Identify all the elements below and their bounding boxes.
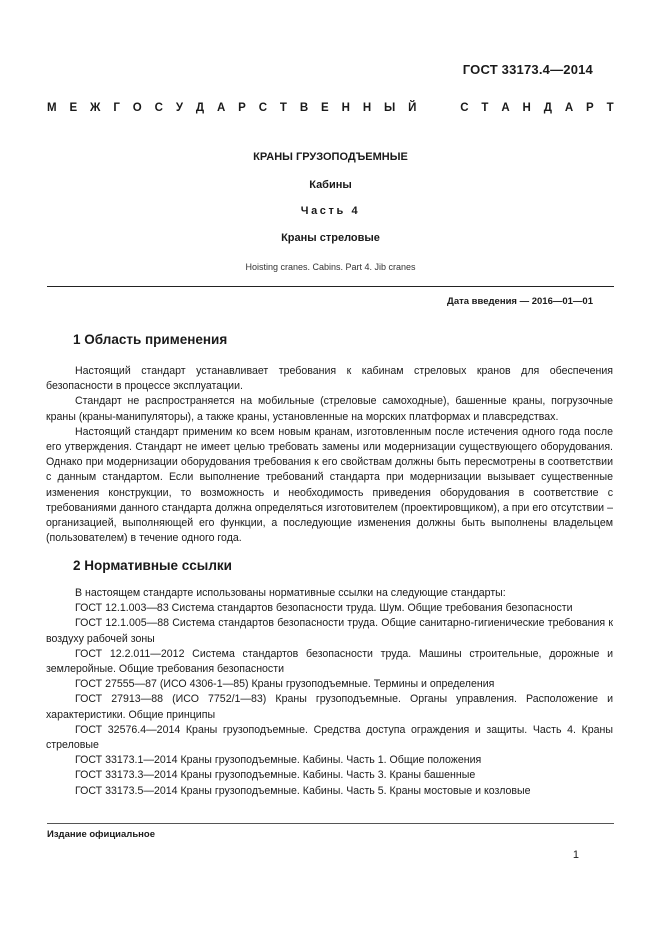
banner-letter: С [460,102,469,114]
banner-letter: Т [279,102,287,114]
header-divider [47,286,614,287]
banner-letter: У [175,102,183,114]
banner-letter: Н [522,102,531,114]
reference-item: ГОСТ 12.1.005—88 Система стандартов безопасности труда. Общие санитарно-гигиенические требования к воздуху рабочей зоны [46,617,613,645]
reference-item: ГОСТ 27913—88 (ИСО 7752/1—83) Краны грузоподъемные. Органы управления. Расположение и характеристики. Общие принципы [46,693,613,721]
standard-title: КРАНЫ ГРУЗОПОДЪЕМНЫЕ [253,151,408,163]
standard-subtitle: Кабины [309,179,352,191]
reference-item: ГОСТ 33173.1—2014 Краны грузоподъемные. Кабины. Часть 1. Общие положения [75,754,482,767]
banner-letter: Ы [384,102,396,114]
paragraph: Стандарт не распространяется на мобильные (стреловые самоходные), башенные краны, погрузочные краны (краны-манипуляторы), а также краны, установленные на морских платформах и плавсредствах. [46,395,613,423]
banner-letter: Т [481,102,489,114]
banner-letter: А [501,102,510,114]
banner-letter: С [154,102,163,114]
section-1-body [46,364,613,546]
part-title: Краны стреловые [281,232,380,244]
banner-letter: А [564,102,574,114]
page-number: 1 [572,849,579,861]
banner-letter: Н [341,102,350,114]
english-title: Hoisting cranes. Cabins. Part 4. Jib cranes [245,262,416,272]
banner-word-gap [429,102,447,114]
banner-letter: М [47,102,57,114]
banner-letter: Д [543,102,552,114]
banner-letter: Е [69,102,78,114]
reference-item: ГОСТ 33173.5—2014 Краны грузоподъемные. Кабины. Часть 5. Краны мостовые и козловые [75,784,531,797]
reference-item: ГОСТ 33173.3—2014 Краны грузоподъемные. Кабины. Часть 3. Краны башенные [75,769,476,782]
banner-letter: В [299,102,309,114]
document-code: ГОСТ 33173.4—2014 [462,62,593,77]
part-number: Часть 4 [300,205,361,217]
interstate-standard-banner [47,102,614,114]
reference-item: ГОСТ 12.1.003—83 Система стандартов безопасности труда. Шум. Общие требования безопасности [75,602,573,615]
banner-letter: Т [606,102,614,114]
banner-letter: Р [586,102,594,114]
banner-letter: Й [408,102,417,114]
paragraph: В настоящем стандарте использованы нормативные ссылки на следующие стандарты: [75,587,506,599]
banner-letter: Н [362,102,372,114]
banner-letter: Р [238,102,246,114]
official-edition-label: Издание официальное [47,829,155,840]
reference-item: ГОСТ 27555—87 (ИСО 4306-1—85) Краны грузоподъемные. Термины и определения [75,678,495,691]
introduction-date: Дата введения — 2016—01—01 [447,296,593,307]
banner-letter: С [258,102,268,114]
section-2-heading: 2 Нормативные ссылки [73,558,232,573]
banner-letter: Г [113,102,120,114]
section-1-heading: 1 Область применения [73,332,228,347]
reference-item: ГОСТ 12.2.011—2012 Система стандартов безопасности труда. Машины строительные, дорожные и землеройные. Общие требования безопасности [46,647,613,676]
paragraph: Настоящий стандарт устанавливает требования к кабинам стреловых кранов для обеспечения безопасности в процессе эксплуатации. [46,365,613,393]
banner-letter: Е [321,102,329,114]
banner-letter: Ж [90,102,101,114]
footer-divider [47,823,614,824]
paragraph: Настоящий стандарт применим ко всем новым кранам, изготовленным после истечения одного года после его утверждения. Стандарт не имеет целью требовать замены или модернизации существующего оборудования. Однако при модернизации оборудования требования к его свойствам должны быть пересмотрены в соответствии с данным стандартом. Если выполнение требований стандарта при модернизации вызывает существенные изменения конструкции, то возможность и необходимость приведения оборудования в соответствие с требованиями данного стандарта должна определяться изготовителем (проектировщиком), а при его отсутствии – организацией, выполняющей его функции, а последующие изменения должны быть выполнены владельцем (пользователем) в течение одного года. [46,425,613,545]
reference-item: ГОСТ 32576.4—2014 Краны грузоподъемные. Средства доступа ограждения и защиты. Часть 4. Краны стреловые [46,723,613,752]
banner-letter: А [216,102,226,114]
banner-letter: О [132,102,142,114]
section-2-body [46,586,613,799]
banner-letter: Д [195,102,205,114]
